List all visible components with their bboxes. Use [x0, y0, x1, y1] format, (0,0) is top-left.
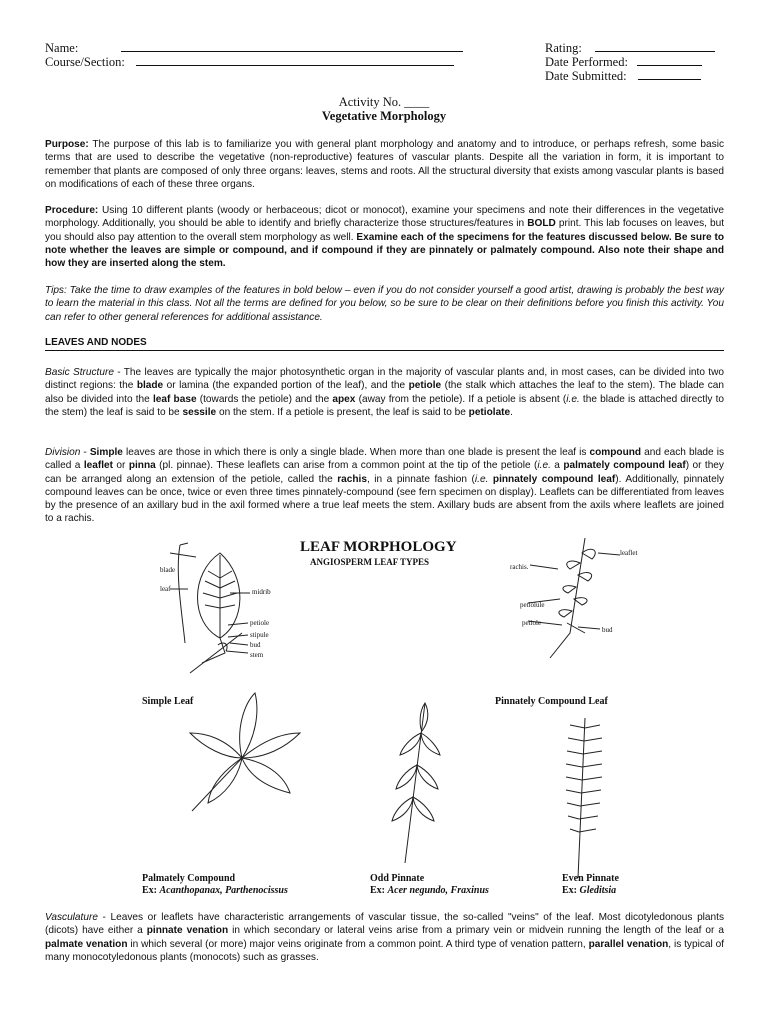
term-palmate-venation: palmate venation — [45, 938, 128, 950]
text-run: and each blade is called a — [45, 447, 724, 472]
purpose-paragraph — [45, 138, 724, 191]
even-pinnate-example-names: Gleditsia — [579, 885, 617, 896]
italic-ie: i.e. — [566, 393, 580, 405]
basic-structure-label: Basic Structure — [45, 367, 114, 378]
name-line[interactable] — [121, 40, 463, 52]
text-run: or — [113, 460, 129, 472]
example-prefix: Ex: — [370, 885, 388, 896]
term-leaf-base: leaf base — [152, 393, 197, 405]
term-sessile: sessile — [182, 406, 217, 418]
vasculature-paragraph — [45, 911, 724, 964]
term-pinnately-compound: pinnately compound leaf — [492, 473, 616, 485]
odd-pinnate-example-names: Acer negundo, Fraxinus — [387, 885, 489, 896]
text-run: or lamina (the expanded portion of the leaf), and the — [163, 380, 409, 392]
palmately-example-names: Acanthopanax, Parthenocissus — [159, 885, 288, 896]
term-petiolate: petiolate — [468, 406, 511, 418]
date-submitted-label: Date Submitted: — [545, 69, 627, 83]
palmately-example — [142, 885, 288, 896]
procedure-label: Procedure: — [45, 205, 99, 216]
term-apex: apex — [332, 393, 356, 405]
rating-label: Rating: — [545, 41, 582, 55]
text-run: on the stem. If a petiole is present, the leaf is said to be — [216, 406, 469, 418]
term-pinna: pinna — [128, 460, 156, 472]
text-run: , is typical of many monocotyledonous plants (monocots) such as grasses. — [45, 938, 724, 963]
label-rachis: rachis. — [510, 563, 529, 571]
basic-structure-paragraph — [45, 366, 724, 419]
even-pinnate-caption: Even Pinnate — [562, 873, 619, 884]
text-run: ). Additionally, pinnately compound leaves can be once, twice or even three times pinnately-compound (see fern specimen on display). Leaflets can be differentiated from leaves by the presence of an axillary bud in the axil formed where a true leaf meets the stem. Axillary buds are absent from the axils where leaflets are joined to a rachis. — [45, 473, 724, 525]
label-petiolule: petiolule — [520, 601, 545, 609]
text-run: - Leaves or leaflets have characteristic arrangements of vascular tissue, the so-called "veins" of the leaf. Most dicotyledonous plants (dicots) have either a — [45, 912, 724, 937]
date-performed-line[interactable] — [637, 54, 702, 66]
course-line[interactable] — [136, 54, 454, 66]
text-run: ) or they can be arranged along an extension of the petiole, called the — [45, 460, 724, 485]
procedure-text-2: print. This lab focuses on leaves, but you should also pay attention to the overall stem morphology as well. — [45, 218, 724, 243]
tips-paragraph: Tips: Take the time to draw examples of the features in bold below – even if you do not consider yourself a good artist, drawing is probably the best way to learn the material in this class. Not all the terms are defined for you below, so be sure to be clear on their definitions before you finish this activity. You can refer to other general references for additional assistance. — [45, 285, 724, 323]
label-leaflet: leaflet — [620, 549, 638, 557]
leaf-drawings — [130, 533, 640, 903]
text-run: , in a pinnate fashion ( — [366, 473, 475, 485]
term-blade: blade — [136, 380, 164, 392]
text-run: - The leaves are typically the major photosynthetic organ in the majority of vascular plants and, in most cases, can be divided into two distinct regions: the — [45, 367, 724, 392]
label-bud-2: bud — [602, 626, 613, 634]
term-simple: Simple — [89, 447, 123, 458]
example-prefix: Ex: — [562, 885, 580, 896]
italic-ie: i.e. — [474, 473, 489, 485]
text-run: (towards the petiole) and the — [196, 393, 333, 405]
label-petiole: petiole — [250, 619, 270, 627]
pinnately-compound-caption: Pinnately Compound Leaf — [495, 696, 608, 707]
text-run: (the stalk which attaches the leaf to the stem). The blade can also be divided into the — [45, 380, 724, 405]
text-run: - — [80, 447, 90, 458]
label-stipule: stipule — [250, 631, 269, 639]
procedure-bold-2: Examine each of the specimens for the features discussed below. Be sure to note whether the leaves are simple or compound, and if compound if they are pinnately or palmately compound. Also note their shape and how they are inserted along the stem. — [45, 231, 725, 270]
example-prefix: Ex: — [142, 885, 160, 896]
course-field — [45, 54, 454, 70]
simple-leaf-drawing — [170, 543, 250, 673]
odd-pinnate-drawing — [392, 703, 440, 863]
term-rachis: rachis — [337, 473, 367, 485]
term-pinnate-venation: pinnate venation — [146, 925, 229, 937]
term-petiole: petiole — [408, 380, 442, 392]
pinnate-leaf-anatomy-drawing — [528, 538, 620, 658]
label-blade: blade — [160, 566, 176, 574]
purpose-label: Purpose: — [45, 139, 89, 150]
procedure-text-1: Using 10 different plants (woody or herbaceous; dicot or monocot), examine your specimens and note their differences in the vegetative morphology. Additionally, you should be able to identify and briefly characterize those structures/features in — [45, 205, 724, 230]
text-run: (away from the petiole). If a petiole is absent ( — [355, 393, 567, 405]
page-title: Vegetative Morphology — [321, 109, 447, 123]
odd-pinnate-example — [370, 885, 489, 896]
date-performed-label: Date Performed: — [545, 55, 628, 69]
label-bud: bud — [250, 641, 261, 649]
figure-title: LEAF MORPHOLOGY — [300, 539, 457, 555]
odd-pinnate-caption: Odd Pinnate — [370, 873, 425, 884]
rating-line[interactable] — [595, 40, 715, 52]
text-run: the blade is attached directly to the stem) the leaf is said to be — [45, 393, 724, 418]
label-leaf: leaf — [160, 585, 171, 593]
label-stem: stem — [250, 651, 264, 659]
palmately-compound-caption: Palmately Compound — [142, 873, 236, 884]
palmately-compound-drawing — [190, 693, 300, 811]
term-leaflet: leaflet — [83, 460, 114, 472]
even-pinnate-example — [562, 885, 616, 896]
label-petiole-2: petiole — [522, 619, 542, 627]
text-run: leaves are those in which there is only a single blade. When more than one blade is present the leaf is — [122, 447, 590, 458]
simple-leaf-caption: Simple Leaf — [142, 696, 194, 707]
leaf-morphology-figure — [130, 533, 640, 903]
term-compound: compound — [589, 447, 642, 458]
term-palmately-compound: palmately compound leaf — [563, 460, 686, 472]
procedure-bold-1: BOLD — [527, 218, 556, 230]
label-midrib: midrib — [252, 588, 271, 596]
section-heading: LEAVES AND NODES — [45, 337, 724, 351]
name-label: Name: — [45, 41, 79, 55]
activity-number: Activity No. ____ — [338, 95, 430, 109]
division-paragraph — [45, 446, 724, 526]
date-submitted-field — [545, 68, 701, 84]
text-run: . — [510, 406, 513, 418]
procedure-paragraph — [45, 204, 724, 270]
text-run: (pl. pinnae). These leaflets can arise from a common point at the tip of the petiole ( — [155, 460, 538, 472]
even-pinnate-drawing — [566, 718, 602, 878]
italic-ie: i.e. — [537, 460, 551, 472]
purpose-text: The purpose of this lab is to familiarize you with general plant morphology and anatomy and to introduce, or perhaps refresh, some basic terms that are used to describe the vegetative (non-reproductive) features of vascular plants. Despite all the variation in form, it is important to remember that plants are composed of only three organs: leaves, stems and roots. All the structural diversity that exists among vascular plants is based on modifications of each of these three organs. — [45, 139, 724, 190]
text-run: in which secondary or lateral veins arise from a primary vein or midvein running the length of the leaf or a — [228, 925, 724, 937]
division-label: Division — [45, 447, 81, 458]
text-run: a — [550, 460, 564, 472]
text-run: in which several (or more) major veins originate from a common point. A third type of venation pattern, — [127, 938, 589, 950]
date-submitted-line[interactable] — [638, 68, 701, 80]
vasculature-label: Vasculature — [45, 912, 98, 923]
figure-subtitle: ANGIOSPERM LEAF TYPES — [310, 557, 430, 567]
course-label: Course/Section: — [45, 55, 125, 69]
term-parallel-venation: parallel venation — [588, 938, 669, 950]
